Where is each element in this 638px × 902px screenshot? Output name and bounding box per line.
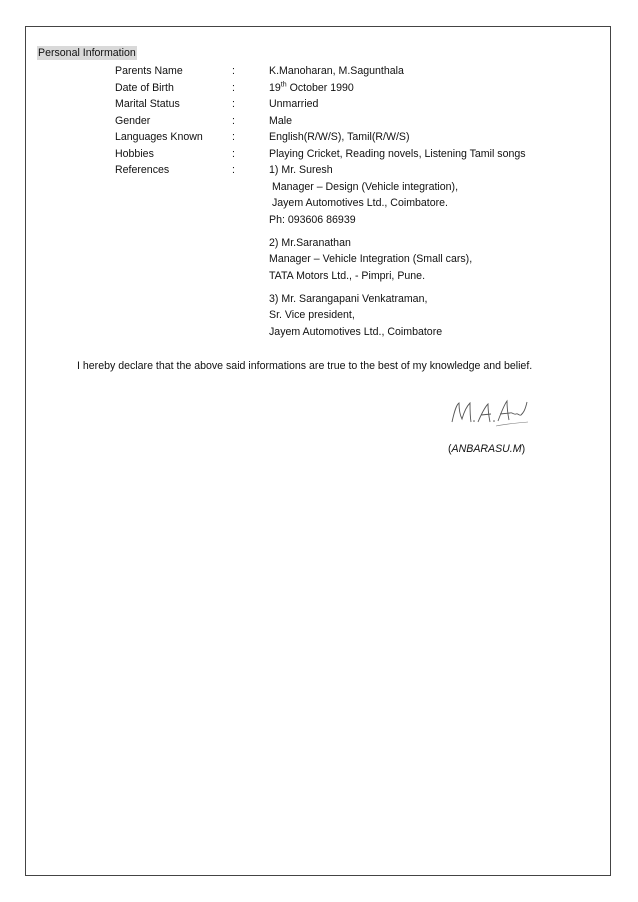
field-value: English(R/W/S), Tamil(R/W/S): [269, 131, 410, 143]
field-row-date-of-birth: [0, 80, 638, 96]
reference-line: Jayem Automotives Ltd., Coimbatore.: [269, 197, 448, 209]
field-row-parents-name: [0, 63, 638, 79]
field-row-gender: [0, 113, 638, 129]
field-colon: :: [232, 148, 235, 160]
field-colon: :: [232, 164, 235, 176]
field-label: Date of Birth: [115, 82, 174, 94]
paren-open: (: [448, 443, 452, 455]
field-row-languages: [0, 129, 638, 145]
field-row-hobbies: [0, 146, 638, 162]
field-colon: :: [232, 82, 235, 94]
field-label: Parents Name: [115, 65, 183, 77]
field-colon: :: [232, 65, 235, 77]
signature-image: [446, 395, 530, 431]
reference-line: 1) Mr. Suresh: [269, 164, 333, 176]
reference-line: TATA Motors Ltd., - Pimpri, Pune.: [269, 270, 426, 282]
reference-line: 3) Mr. Sarangapani Venkatraman,: [269, 293, 428, 305]
field-value: Unmarried: [269, 98, 319, 110]
field-label: References: [115, 164, 170, 176]
reference-line: 2) Mr.Saranathan: [269, 237, 351, 249]
signatory-name-text: ANBARASU.M: [451, 443, 522, 455]
field-label: Gender: [115, 115, 151, 127]
dob-day: 19: [269, 82, 281, 94]
field-label: Languages Known: [115, 131, 203, 143]
reference-line: Ph: 093606 86939: [269, 214, 356, 226]
reference-line: Manager – Vehicle Integration (Small cars),: [269, 253, 473, 265]
reference-line: Sr. Vice president,: [269, 309, 355, 321]
paren-close: ): [521, 443, 526, 455]
field-colon: :: [232, 115, 235, 127]
signatory-name: [448, 441, 525, 457]
field-row-marital-status: [0, 96, 638, 112]
declaration-text: I hereby declare that the above said informations are true to the best of my knowledge and belief.: [77, 360, 533, 372]
field-value: Male: [269, 115, 292, 127]
field-colon: :: [232, 131, 235, 143]
section-heading: Personal Information: [38, 47, 136, 59]
field-value: K.Manoharan, M.Sagunthala: [269, 65, 404, 77]
reference-line: Manager – Design (Vehicle integration),: [269, 181, 459, 193]
field-label: Hobbies: [115, 148, 154, 160]
dob-suffix: th: [280, 81, 287, 89]
reference-line: Jayem Automotives Ltd., Coimbatore: [269, 326, 443, 338]
field-colon: :: [232, 98, 235, 110]
field-value: [269, 80, 354, 96]
field-label: Marital Status: [115, 98, 180, 110]
dob-rest: October 1990: [286, 82, 354, 94]
field-value: Playing Cricket, Reading novels, Listening Tamil songs: [269, 148, 526, 160]
